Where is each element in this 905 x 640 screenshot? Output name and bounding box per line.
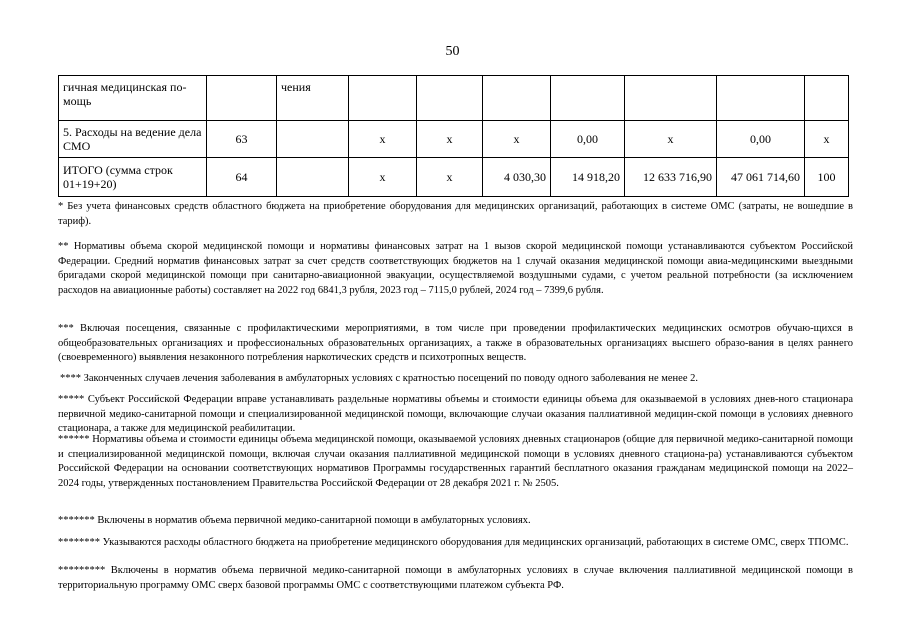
footnote-1: * Без учета финансовых средств областного бюджета на приобретение оборудования для медицинских организаций, работающих в системе ОМС (затраты, не вошедшие в тариф).: [58, 201, 853, 227]
table-cell: [805, 76, 849, 121]
footnote-2: ** Нормативы объема скорой медицинской помощи и нормативы финансовых затрат на 1 вызов скорой медицинской помощи устанавливаются субъектом Российской Федерации. Средний норматив финансовых затрат за счет средств соответствующих бюджетов на 1 случай оказания медицинской помощи авиа-медицинскими выездными бригадами скорой медицинской помощи при санитарно-авиационной эвакуации, осуществляемой воздушными судами, с учетом реальной потребности (за исключением расходов на авиационные работы) составляет на 2022 год 6841,3 рубля, 2023 год – 7115,0 рублей, 2024 год – 7399,6 рубля.: [58, 241, 853, 296]
footnote-3: *** Включая посещения, связанные с профилактическими мероприятиями, в том числе при проведении профилактических медицинских осмотров обучаю-щихся в общеобразовательных организациях и профессиональных образовательных организациях, а также в образовательных организациях высшего образо-вания в целях раннего (своевременного) выявления незаконного потребления наркотических средств и психотропных веществ.: [58, 323, 853, 364]
table-cell: 64: [207, 158, 277, 197]
table-cell: 63: [207, 121, 277, 158]
footnote-4: **** Законченных случаев лечения заболевания в амбулаторных условиях с кратностью посещений по поводу одного заболевания не менее 2.: [60, 373, 698, 384]
table-cell: [277, 158, 349, 197]
table-cell: [625, 76, 717, 121]
table-cell: [349, 76, 417, 121]
row-label: ИТОГО (сумма строк 01+19+20): [59, 158, 207, 197]
row-label: 5. Расходы на ведение дела СМО: [59, 121, 207, 158]
table-cell: х: [417, 121, 483, 158]
footnote-8: ******** Указываются расходы областного бюджета на приобретение медицинского оборудования для медицинских организаций, работающих в системе ОМС, сверх ТПОМС.: [58, 537, 849, 548]
page-number: 50: [445, 44, 460, 59]
table-cell: [717, 76, 805, 121]
footnote-5: ***** Субъект Российской Федерации вправе устанавливать раздельные нормативы объемы и стоимости единицы объема для оказываемой в условиях днев-ного стационара первичной медико-санитарной помощи и специализированной медицинской помощи, включающие случаи оказания паллиативной медицин-ской помощи в условиях дневного стационара, а также для медицинской реабилитации.: [58, 394, 853, 435]
table-row: [59, 158, 849, 197]
footnote-6: ****** Нормативы объема и стоимости единицы объема медицинской помощи, оказываемой условиях дневных стационаров (общие для первичной медико-санитарной помощи и специализированной медицинской помощи, включая случаи оказания паллиативной медицинской помощи в условиях дневного стациона-ра) устанавливаются субъектом Российской Федерации на основании соответствующих нормативов Программы государственных гарантий бесплатного оказания гражданам медицинской помощи на 2022–2024 годы, утвержденных постановлением Правительства Российской Федерации от 28 декабря 2021 г. № 2505.: [58, 434, 853, 489]
table-cell: [417, 76, 483, 121]
expenses-table: [58, 75, 849, 197]
table-cell: х: [625, 121, 717, 158]
table-cell: х: [349, 121, 417, 158]
table-cell: 47 061 714,60: [717, 158, 805, 197]
table-cell: чения: [277, 76, 349, 121]
table-row: [59, 121, 849, 158]
table-cell: 14 918,20: [551, 158, 625, 197]
footnote-7: ******* Включены в норматив объема первичной медико-санитарной помощи в амбулаторных условиях.: [58, 515, 531, 526]
table-cell: х: [349, 158, 417, 197]
table-cell: 12 633 716,90: [625, 158, 717, 197]
table-cell: [277, 121, 349, 158]
table-cell: 100: [805, 158, 849, 197]
table-cell: [483, 76, 551, 121]
table-cell: [551, 76, 625, 121]
table-cell: 0,00: [717, 121, 805, 158]
table-cell: х: [417, 158, 483, 197]
footnote-9: ********* Включены в норматив объема первичной медико-санитарной помощи в амбулаторных условиях в случае включения паллиативной медицинской помощи в территориальную программу ОМС сверх базовой программы ОМС с соответствующими платежом субъекта РФ.: [58, 565, 853, 591]
table-cell: [207, 76, 277, 121]
table-cell: х: [805, 121, 849, 158]
row-label: гичная медицинская по-мощь: [59, 76, 207, 121]
table-cell: 0,00: [551, 121, 625, 158]
table-cell: х: [483, 121, 551, 158]
table-row: [59, 76, 849, 121]
table-cell: 4 030,30: [483, 158, 551, 197]
